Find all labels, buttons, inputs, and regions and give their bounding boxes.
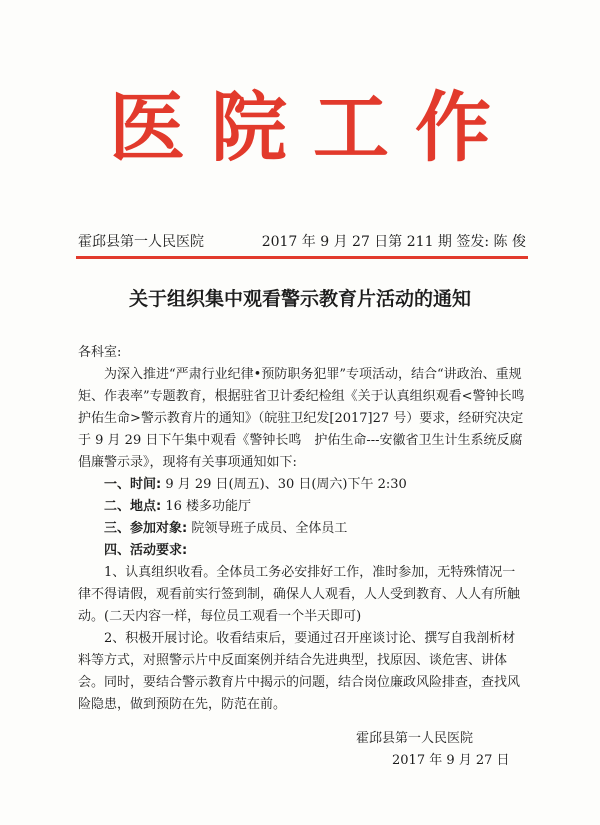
red-divider bbox=[76, 256, 528, 259]
intro-paragraph: 为深入推进“严肃行业纪律•预防职务犯罪”专项活动，结合“讲政治、重规矩、作表率”专题教育，根据驻省卫计委纪检组《关于认真组织观看<警钟长鸣 护佑生命>警示教育片的通知》（皖驻卫纪发[2017]27 号）要求，经研究决定于 9 月 29 日下午集中观看《警钟长鸣 护佑生命---安徽省卫生计生系统反腐倡廉警示录》，现将有关事项通知如下: bbox=[78, 367, 538, 470]
masthead-title: 医院工作 bbox=[109, 83, 517, 172]
item-attendees-value: 院领导班子成员、全体员工 bbox=[187, 521, 348, 536]
notice-title: 关于组织集中观看警示教育片活动的通知 bbox=[128, 288, 471, 310]
issuing-organization: 霍邱县第一人民医院 bbox=[78, 234, 204, 250]
salutation: 各科室: bbox=[78, 345, 122, 360]
item-attendees bbox=[104, 518, 347, 540]
issue-line bbox=[78, 232, 526, 252]
requirement-2-paragraph: 2、积极开展讨论。收看结束后，要通过召开座谈讨论、撰写自我剖析材料等方式，对照警示片中反面案例并结合先进典型，找原因、谈危害、讲体会。同时，要结合警示教育片中揭示的问题，结合岗位廉政风险排查，查找风险隐患，做到预防在先，防范在前。 bbox=[78, 631, 521, 712]
item-place-label: 二、地点: bbox=[104, 499, 162, 514]
signature-date: 2017 年 9 月 27 日 bbox=[392, 753, 510, 768]
item-requirements bbox=[104, 540, 187, 562]
item-attendees-label: 三、参加对象: bbox=[104, 521, 188, 536]
item-time-label: 一、时间: bbox=[104, 477, 162, 492]
item-time-value: 9 月 29 日(周五)、30 日(周六)下午 2:30 bbox=[161, 477, 407, 492]
item-requirements-label: 四、活动要求: bbox=[104, 543, 188, 558]
item-place bbox=[104, 496, 251, 518]
item-time bbox=[104, 474, 407, 496]
requirement-1-paragraph: 1、认真组织收看。全体员工务必安排好工作，准时参加，无特殊情况一律不得请假，观看前实行签到制，确保人人观看，人人受到教育、人人有所触动。(二天内容一样，每位员工观看一个半天即可) bbox=[78, 565, 521, 624]
signature-organization: 霍邱县第一人民医院 bbox=[356, 731, 474, 746]
issue-meta: 2017 年 9 月 27 日第 211 期 签发: 陈 俊 bbox=[261, 234, 526, 250]
item-place-value: 16 楼多功能厅 bbox=[161, 499, 252, 514]
